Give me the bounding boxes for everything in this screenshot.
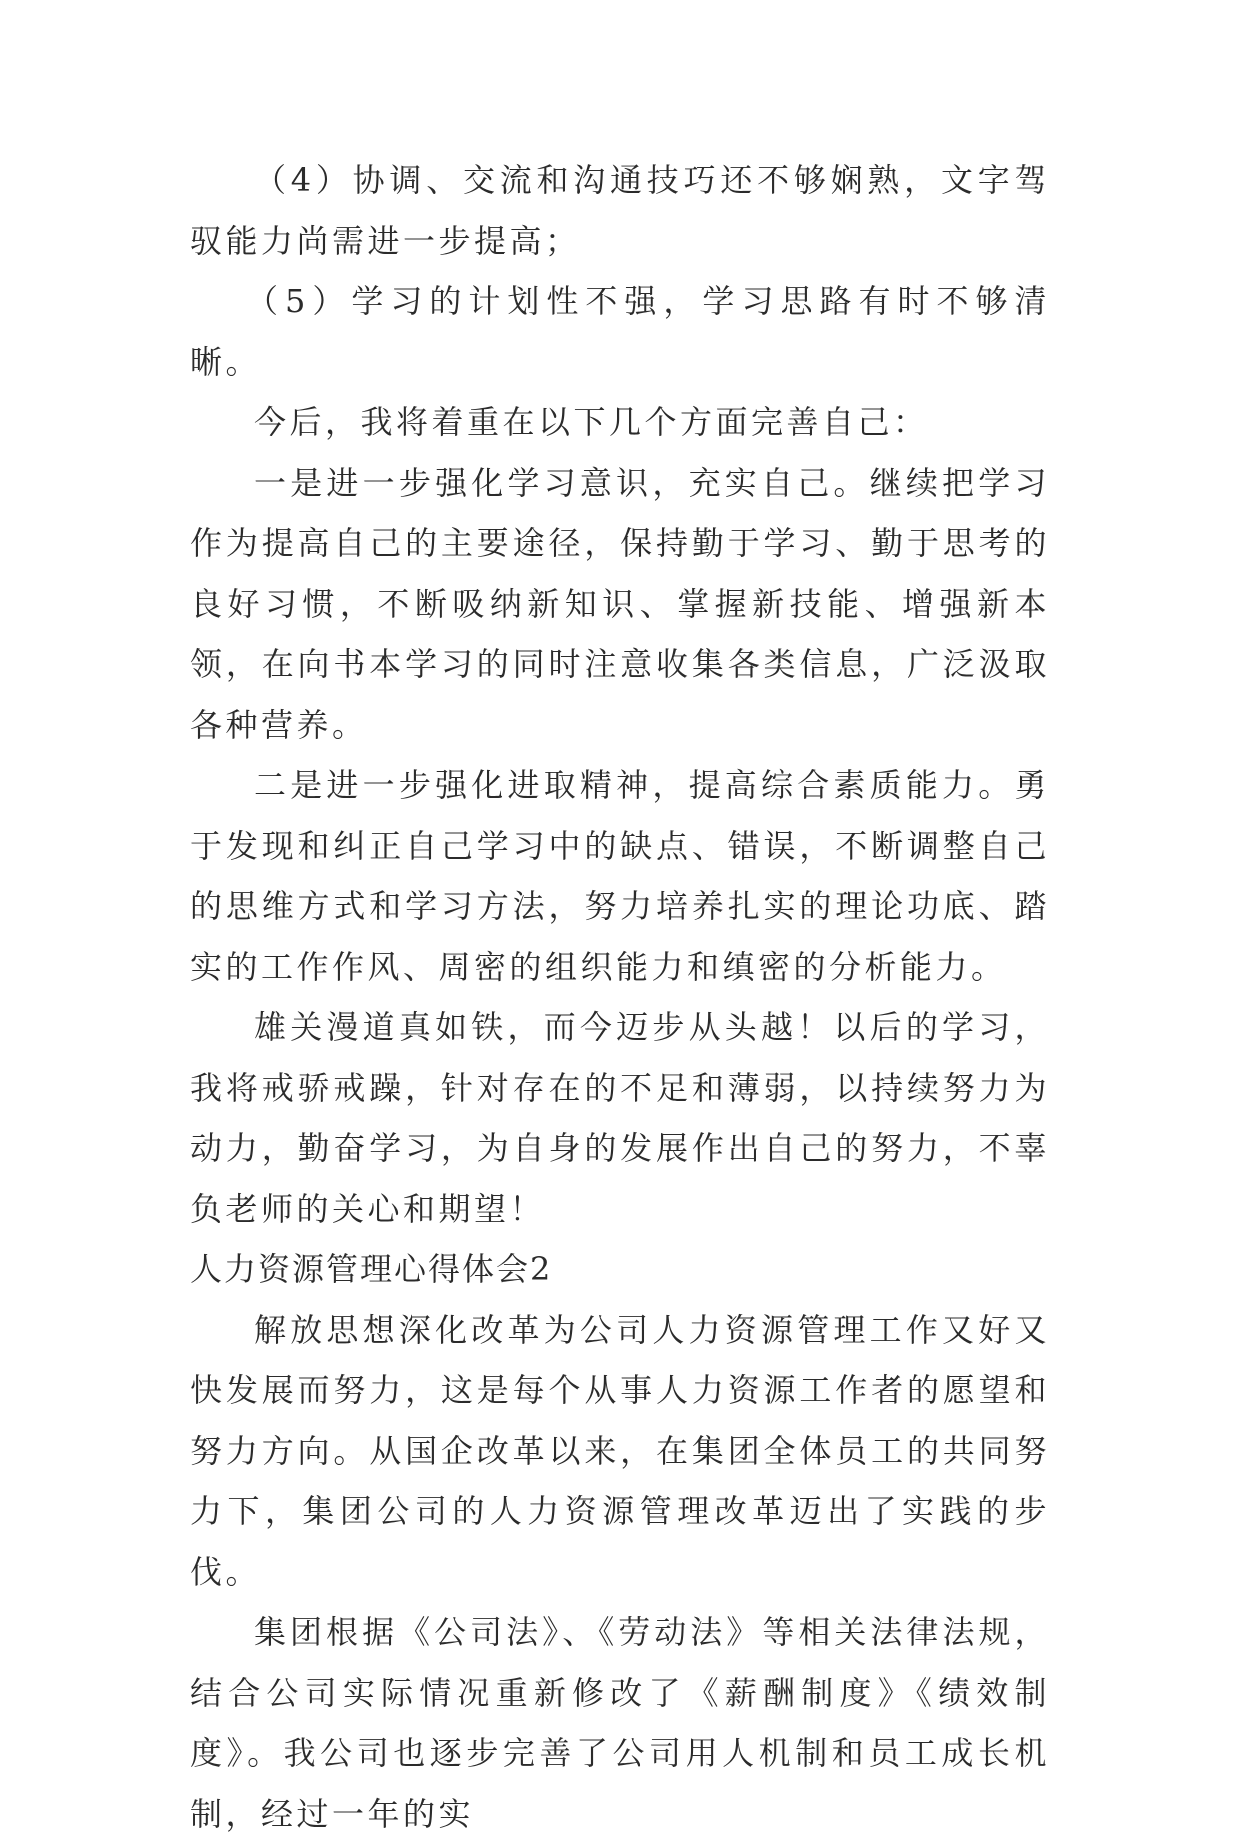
paragraph-conclusion: 雄关漫道真如铁，而今迈步从头越！以后的学习，我将戒骄戒躁，针对存在的不足和薄弱，以持续努力为动力，勤奋学习，为自身的发展作出自己的努力，不辜负老师的关心和期望！ bbox=[190, 1008, 1050, 1228]
paragraph-point-one: 一是进一步强化学习意识，充实自己。继续把学习作为提高自己的主要途径，保持勤于学习、勤于思考的良好习惯，不断吸纳新知识、掌握新技能、增强新本领，在向书本学习的同时注意收集各类信息，广泛汲取各种营养。 bbox=[190, 463, 1050, 744]
document-body bbox=[190, 150, 1050, 1844]
paragraph-section-intro: 解放思想深化改革为公司人力资源管理工作又好又快发展而努力，这是每个从事人力资源工作者的愿望和努力方向。从国企改革以来，在集团全体员工的共同努力下，集团公司的人力资源管理改革迈出了实践的步伐。 bbox=[190, 1310, 1050, 1591]
paragraph-point-two: 二是进一步强化进取精神，提高综合素质能力。勇于发现和纠正自己学习中的缺点、错误，不断调整自己的思维方式和学习方法，努力培养扎实的理论功底、踏实的工作作风、周密的组织能力和缜密的分析能力。 bbox=[190, 766, 1050, 986]
paragraph-section-body: 集团根据《公司法》、《劳动法》等相关法律法规，结合公司实际情况重新修改了《薪酬制度》《绩效制度》。我公司也逐步完善了公司用人机制和员工成长机制，经过一年的实 bbox=[190, 1613, 1050, 1833]
section-title: 人力资源管理心得体会2 bbox=[190, 1250, 553, 1288]
paragraph-future-intro: 今后，我将着重在以下几个方面完善自己： bbox=[254, 403, 929, 441]
paragraph-item-5: （5）学习的计划性不强，学习思路有时不够清晰。 bbox=[190, 282, 1050, 381]
paragraph-item-4: （4）协调、交流和沟通技巧还不够娴熟，文字驾驭能力尚需进一步提高； bbox=[190, 161, 1050, 260]
